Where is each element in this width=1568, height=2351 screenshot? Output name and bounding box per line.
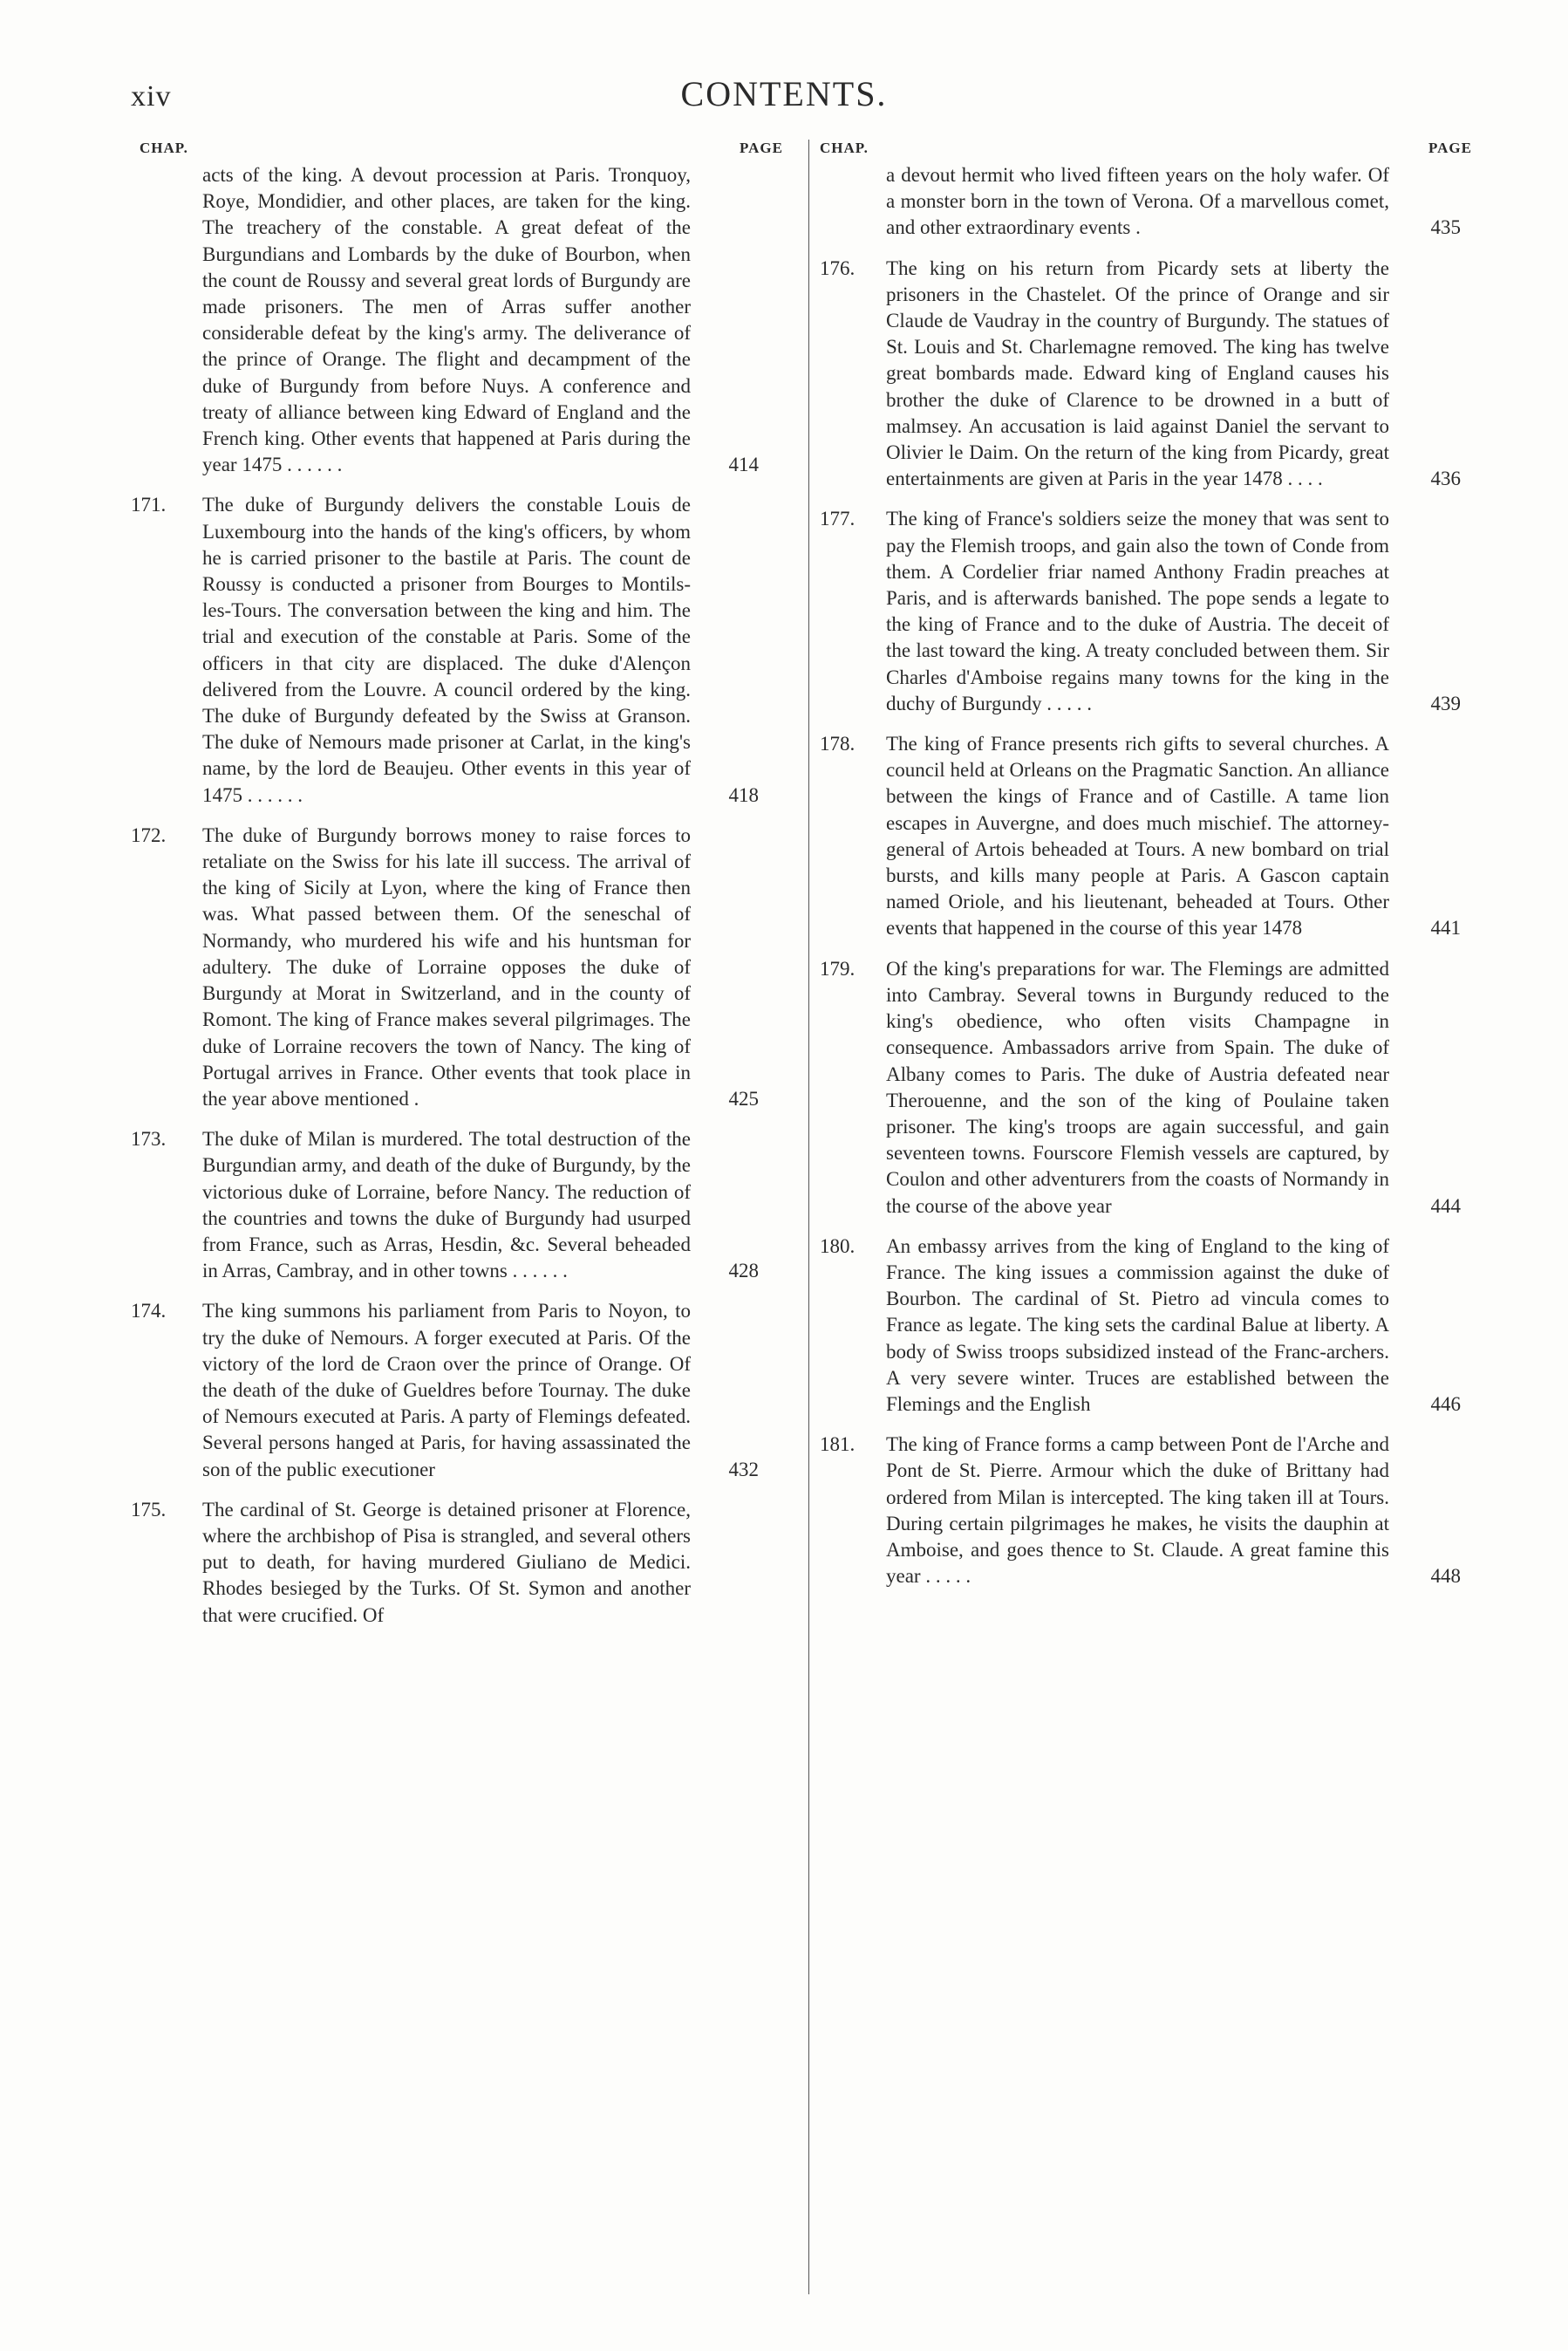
page-number: 444 xyxy=(1430,1194,1461,1217)
contents-entry xyxy=(820,1432,1461,1589)
chapter-number: 173. xyxy=(131,1128,167,1151)
page-number: 428 xyxy=(728,1260,759,1282)
chapter-number: 175. xyxy=(131,1498,167,1521)
page-number: 425 xyxy=(728,1087,759,1110)
chapter-summary: a devout hermit who lived fifteen years on the holy wafer. Of a monster born in the town of Verona. Of a marvellous comet, and other extraordinary events . xyxy=(886,164,1389,239)
contents-entry xyxy=(820,731,1461,942)
chapter-summary: The duke of Burgundy delivers the constable Louis de Luxembourg into the hands of the king's officers, by whom he is carried prisoner to the bastile at Paris. The count de Roussy is conducted a prisoner from Bourges to Montils-les-Tours. The conversation between the king and him. The trial and execution of the constable at Paris. Some of the officers in that city are displaced. The duke d'Alençon delivered from the Louvre. A council ordered by the king. The duke of Burgundy defeated by the Swiss at Granson. The duke of Nemours made prisoner at Carlat, in the king's name, by the lord de Beaujeu. Other events in this year of 1475 . . . . . . xyxy=(202,494,691,806)
chapter-number: 178. xyxy=(820,733,856,755)
chapter-summary: The king of France's soldiers seize the money that was sent to pay the Flemish troops, and gain also the town of Conde from them. A Cordelier friar named Anthony Fradin preaches at Paris, and is afterwards banished. The pope sends a legate to the king of France and to the duke of Austria. The deceit of the last toward the king. A treaty concluded between them. Sir Charles d'Amboise regains many towns for the king in the duchy of Burgundy . . . . . xyxy=(886,508,1389,714)
page-number: 441 xyxy=(1430,917,1461,940)
chapter-number: 177. xyxy=(820,508,856,530)
page-number: 418 xyxy=(728,783,759,806)
chapter-number: 179. xyxy=(820,957,856,980)
column-divider xyxy=(808,140,809,2294)
chapter-summary: Of the king's preparations for war. The Flemings are admitted into Cambray. Several towns in Burgundy reduced to the king's obedience, who often visits Champagne in consequence. Ambassadors arrive from Spain. The duke of Albany comes to Paris. The duke of Austria defeated near Therouenne, and the son of the king of Poulaine taken prisoner. The king's troops are again successful, and gain seventeen towns. Fourscore Flemish vessels are captured, by Coulon and other adventurers from the coasts of Normandy in the course of the above year xyxy=(886,957,1389,1217)
chapter-number: 176. xyxy=(820,256,856,279)
chapter-summary: The king summons his parliament from Paris to Noyon, to try the duke of Nemours. A forger executed at Paris. Of the victory of the lord de Craon over the prince of Orange. Of the death of the duke of Gueldres before Tournay. The duke of Nemours executed at Paris. A party of Flemings defeated. Several persons hanged at Paris, for having assassinated the son of the public executioner xyxy=(202,1300,691,1480)
page-number: 439 xyxy=(1430,692,1461,714)
page-number: 414 xyxy=(728,454,759,476)
contents-entry xyxy=(131,1497,759,1629)
right-page-label: PAGE xyxy=(1428,140,1472,156)
chapter-summary: An embassy arrives from the king of England to the king of France. The king issues a commission against the duke of Bourbon. The cardinal of St. Pietro ad vincula comes to France as legate. The king sets the cardinal Balue at liberty. A body of Swiss troops subsidized instead of the Franc-archers. A very severe winter. Truces are established between the Flemings and the English xyxy=(886,1234,1389,1415)
right-chap-label: CHAP. xyxy=(820,140,869,156)
contents-entry xyxy=(131,1298,759,1482)
contents-entry xyxy=(131,492,759,808)
page-number: 432 xyxy=(728,1458,759,1480)
chapter-summary: The cardinal of St. George is detained prisoner at Florence, where the archbishop of Pisa is strangled, and several others put to death, for having murdered Giuliano de Medici. Rhodes besieged by the Turks. Of St. Symon and another that were crucified. Of xyxy=(202,1498,691,1626)
contents-entry xyxy=(820,162,1461,242)
contents-entry xyxy=(820,506,1461,717)
chapter-summary: The king on his return from Picardy sets at liberty the prisoners in the Chastelet. Of the prince of Orange and sir Claude de Vaudray in the country of Burgundy. The statues of St. Louis and St. Charlemagne removed. The king has twelve great bombards made. Edward king of England causes his brother the duke of Clarence to be drowned in a butt of malmsey. An accusation is laid against Daniel the servant to Olivier le Daim. On the return of the king from Picardy, great entertainments are given at Paris in the year 1478 . . . . xyxy=(886,256,1389,490)
contents-entry xyxy=(131,162,759,478)
page-number: 446 xyxy=(1430,1392,1461,1415)
left-page-label: PAGE xyxy=(740,140,783,156)
chapter-number: 181. xyxy=(820,1433,856,1456)
page-number: 436 xyxy=(1430,468,1461,490)
contents-entry xyxy=(820,1234,1461,1418)
contents-entry xyxy=(820,256,1461,493)
chapter-summary: The king of France presents rich gifts to several churches. A council held at Orleans on the Pragmatic Sanction. An alliance between the kings of France and of Castille. A tame lion escapes in Auvergne, and does much mischief. The attorney-general of Artois beheaded at Tours. A new bombard on trial bursts, and kills many people at Paris. A Gascon captain named Oriole, and his lieutenant, beheaded at Tours. Other events that happened in the course of this year 1478 xyxy=(886,733,1389,940)
page-title: CONTENTS. xyxy=(680,74,888,113)
chapter-number: 174. xyxy=(131,1300,167,1322)
contents-entry xyxy=(131,823,759,1112)
chapter-summary: acts of the king. A devout procession at Paris. Tronquoy, Roye, Mondidier, and other places, are taken for the king. The treachery of the constable. A great defeat of the Burgundians and Lombards by the duke of Bourbon, when the count de Roussy and several great lords of Burgundy are made prisoners. The men of Arras suffer another considerable defeat by the king's army. The deliverance of the prince of Orange. The flight and decampment of the duke of Burgundy from before Nuys. A conference and treaty of alliance between king Edward of England and the French king. Other events that happened at Paris during the year 1475 . . . . . . xyxy=(202,164,691,476)
page-folio: xiv xyxy=(131,80,172,113)
chapter-number: 172. xyxy=(131,824,167,846)
chapter-summary: The duke of Milan is murdered. The total destruction of the Burgundian army, and death of the duke of Burgundy, by the victorious duke of Lorraine, before Nancy. The reduction of the countries and towns the duke of Burgundy had usurped from France, such as Arras, Hesdin, &c. Several beheaded in Arras, Cambray, and in other towns . . . . . . xyxy=(202,1128,691,1282)
chapter-summary: The duke of Burgundy borrows money to raise forces to retaliate on the Swiss for his late ill success. The arrival of the king of Sicily at Lyon, where the king of France then was. What passed between them. Of the seneschal of Normandy, who murdered his wife and his huntsman for adultery. The duke of Lorraine opposes the duke of Burgundy at Morat in Switzerland, and in the county of Romont. The king of France makes several pilgrimages. The duke of Lorraine recovers the town of Nancy. The king of Portugal arrives in France. Other events that took place in the year above mentioned . xyxy=(202,824,691,1110)
contents-entry xyxy=(131,1126,759,1284)
left-column xyxy=(131,162,759,1643)
chapter-number: 180. xyxy=(820,1234,856,1257)
contents-entry xyxy=(820,956,1461,1220)
page-number: 435 xyxy=(1430,216,1461,239)
chapter-summary: The king of France forms a camp between Pont de l'Arche and Pont de St. Pierre. Armour which the duke of Brittany had ordered from Milan is intercepted. The king taken ill at Tours. During certain pilgrimages he makes, he visits the dauphin at Amboise, and goes thence to St. Claude. A great famine this year . . . . . xyxy=(886,1433,1389,1588)
right-column xyxy=(820,162,1461,1603)
page-number: 448 xyxy=(1430,1565,1461,1588)
chapter-number: 171. xyxy=(131,494,167,516)
left-chap-label: CHAP. xyxy=(140,140,188,156)
